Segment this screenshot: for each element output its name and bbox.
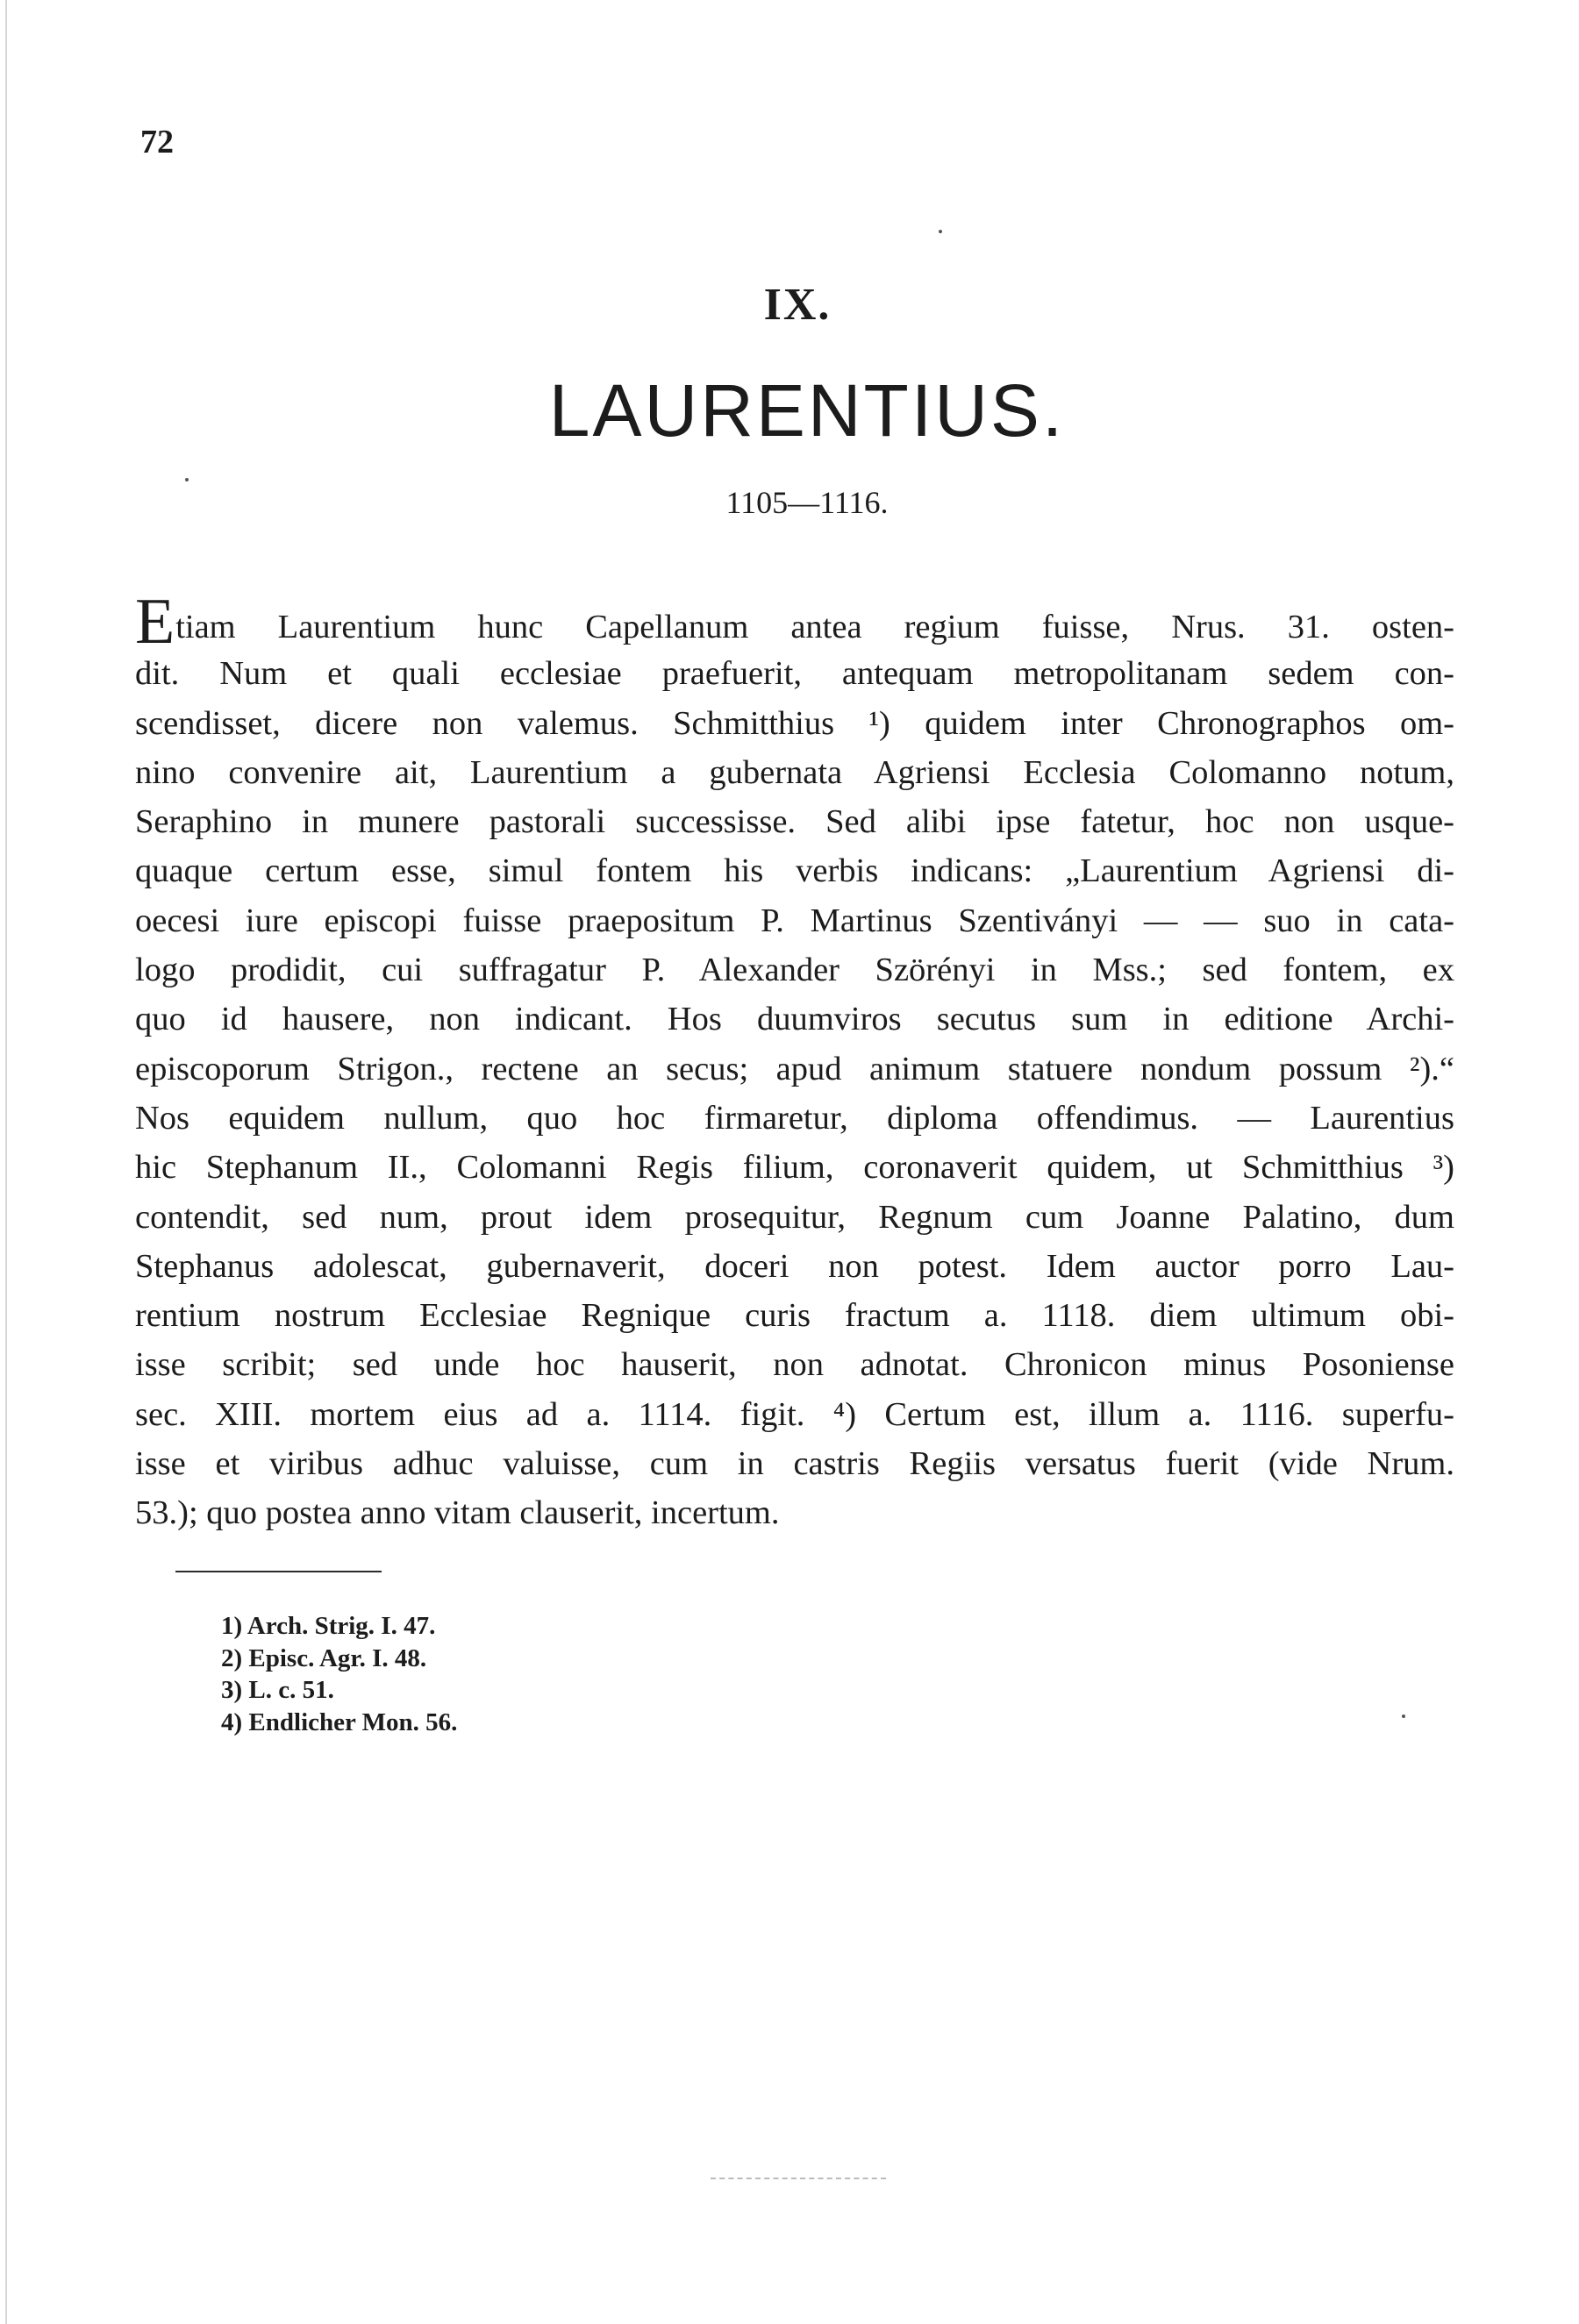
body-line: scendisset, dicere non valemus. Schmitthius ¹) quidem inter Chronographos om- xyxy=(135,704,1454,742)
body-line xyxy=(135,586,1454,658)
footnote-item: 3) L. c. 51. xyxy=(221,1676,334,1704)
chapter-title: LAURENTIUS. xyxy=(548,369,1066,452)
body-line: hic Stephanum II., Colomanni Regis filium, coronaverit quidem, ut Schmitthius ³) xyxy=(135,1149,1454,1187)
scan-dash-mark xyxy=(711,2178,886,2179)
footnote-item: 4) Endlicher Mon. 56. xyxy=(221,1707,458,1736)
body-line: Stephanus adolescat, gubernaverit, doceri non potest. Idem auctor porro Lau- xyxy=(135,1247,1454,1285)
body-line: nino convenire ait, Laurentium a gubernata Agriensi Ecclesia Colomanno notum, xyxy=(135,753,1454,791)
body-line: oecesi iure episcopi fuisse praepositum P. Martinus Szentiványi — — suo in cata- xyxy=(135,902,1454,939)
chapter-dates: 1105—1116. xyxy=(725,485,889,520)
body-line: isse et viribus adhuc valuisse, cum in castris Regiis versatus fuerit (vide Nrum. xyxy=(135,1445,1454,1483)
scan-speck xyxy=(1402,1714,1405,1718)
body-line: quaque certum esse, simul fontem his verbis indicans: „Laurentium Agriensi di- xyxy=(135,852,1454,890)
body-line: episcoporum Strigon., rectene an secus; apud animum statuere nondum possum ²).“ xyxy=(135,1050,1454,1087)
body-line-text: tiam Laurentium hunc Capellanum antea regium fuisse, Nrus. 31. osten- xyxy=(175,609,1454,645)
footnote-divider xyxy=(175,1571,382,1572)
body-line: quo id hausere, non indicant. Hos duumviros secutus sum in editione Archi- xyxy=(135,1001,1454,1038)
drop-cap-initial: E xyxy=(135,586,175,658)
footnote-item: 2) Episc. Agr. I. 48. xyxy=(221,1643,427,1672)
body-line: contendit, sed num, prout idem prosequitur, Regnum cum Joanne Palatino, dum xyxy=(135,1198,1454,1236)
body-paragraph xyxy=(135,586,1454,1538)
body-line: logo prodidit, cui suffragatur P. Alexander Szörényi in Mss.; sed fontem, ex xyxy=(135,952,1454,989)
scan-speck xyxy=(939,230,942,233)
scan-speck xyxy=(185,478,189,481)
body-line: isse scribit; sed unde hoc hauserit, non adnotat. Chronicon minus Posoniense xyxy=(135,1346,1454,1384)
body-line: Nos equidem nullum, quo hoc firmaretur, diploma offendimus. — Laurentius xyxy=(135,1099,1454,1137)
body-line: 53.); quo postea anno vitam clauserit, incertum. xyxy=(135,1494,780,1532)
body-line: rentium nostrum Ecclesiae Regnique curis fractum a. 1118. diem ultimum obi- xyxy=(135,1297,1454,1335)
scan-edge-line xyxy=(5,0,7,2324)
body-line: dit. Num et quali ecclesiae praefuerit, antequam metropolitanam sedem con- xyxy=(135,655,1454,693)
footnote-item: 1) Arch. Strig. I. 47. xyxy=(221,1612,436,1640)
footnote-list xyxy=(221,1610,457,1738)
chapter-numeral: IX. xyxy=(763,280,832,330)
body-line: Seraphino in munere pastorali successisse. Sed alibi ipse fatetur, hoc non usque- xyxy=(135,803,1454,841)
page-number: 72 xyxy=(140,124,174,160)
body-line: sec. XIII. mortem eius ad a. 1114. figit. ⁴) Certum est, illum a. 1116. superfu- xyxy=(135,1395,1454,1433)
